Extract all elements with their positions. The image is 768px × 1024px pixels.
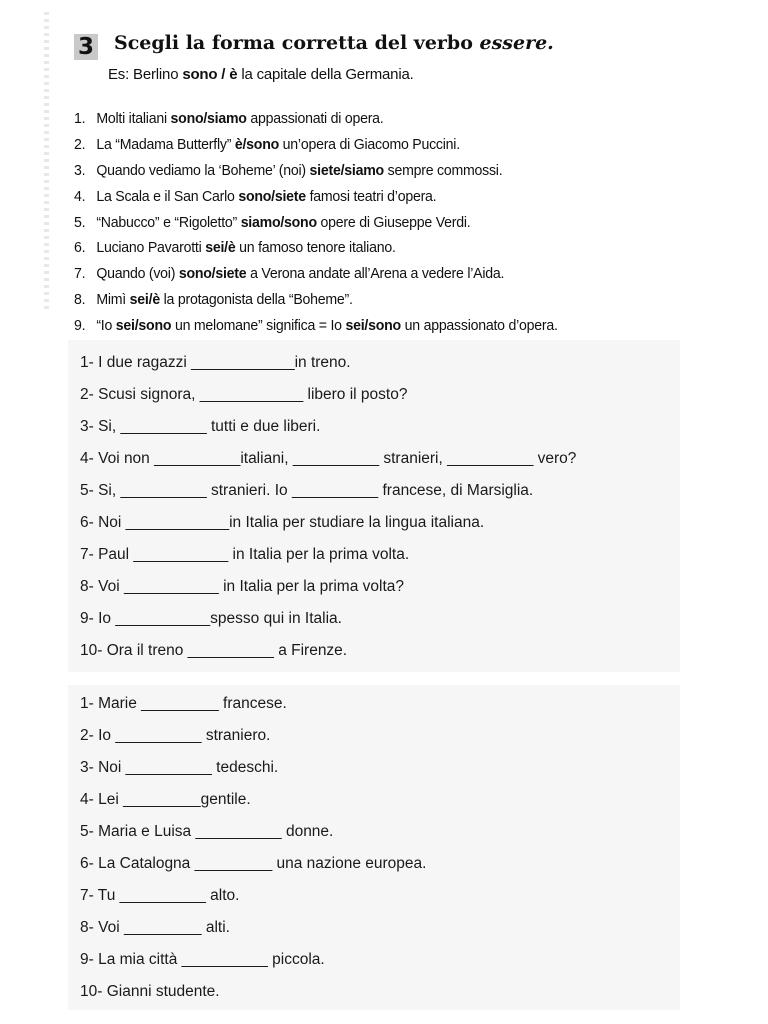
exercise-2-item: 9- Io ___________spesso qui in Italia. — [80, 610, 342, 627]
exercise-3-item: 4- Lei _________gentile. — [80, 791, 251, 808]
exercise-3-list — [80, 691, 426, 1011]
exercise-1-item: 1. Molti italiani sono/siamo appassionati di opera. — [74, 110, 384, 127]
exercise-3-item: 6- La Catalogna _________ una nazione europea. — [80, 855, 427, 872]
exercise-2-section — [68, 340, 680, 672]
exercise-number: 3 — [74, 34, 98, 60]
exercise-2-item: 8- Voi ___________ in Italia per la prima volta? — [80, 578, 404, 595]
exercise-2-item: 3- Si, __________ tutti e due liberi. — [80, 418, 321, 435]
exercise-3-item: 10- Gianni studente. — [80, 983, 220, 1000]
exercise-2-item: 1- I due ragazzi ____________in treno. — [80, 354, 351, 371]
example-sentence — [108, 66, 414, 83]
exercise-1-item: 7. Quando (voi) sono/siete a Verona andate all’Arena a vedere l’Aida. — [74, 265, 505, 283]
exercise-1-item: 6. Luciano Pavarotti sei/è un famoso tenore italiano. — [74, 239, 396, 257]
example-bold: sono / è — [182, 66, 238, 83]
exercise-3-item: 8- Voi _________ alti. — [80, 919, 230, 936]
exercise-title — [114, 32, 554, 54]
exercise-2-item: 2- Scusi signora, ____________ libero il posto? — [80, 386, 408, 403]
exercise-2-item: 5- Si, __________ stranieri. Io __________ francese, di Marsiglia. — [80, 482, 534, 499]
exercise-1-item: 5. “Nabucco” e “Rigoletto” siamo/sono opere di Giuseppe Verdi. — [74, 213, 471, 231]
exercise-1-item: 9. “Io sei/sono un melomane” significa = Io sei/sono un appassionato d’opera. — [74, 317, 558, 335]
exercise-2-item: 6- Noi ____________in Italia per studiare la lingua italiana. — [80, 514, 485, 531]
exercise-3-item: 3- Noi __________ tedeschi. — [80, 759, 279, 776]
exercise-2-list — [80, 350, 576, 670]
example-prefix: Es: Berlino — [108, 66, 183, 83]
exercise-1-item: 4. La Scala e il San Carlo sono/siete famosi teatri d’opera. — [74, 187, 437, 205]
scan-edge-artifact — [44, 12, 49, 312]
exercise-3-section — [68, 685, 680, 1010]
exercise-3-item: 5- Maria e Luisa __________ donne. — [80, 823, 334, 840]
exercise-3-item: 1- Marie _________ francese. — [80, 695, 287, 712]
exercise-2-item: 4- Voi non __________italiani, __________ stranieri, __________ vero? — [80, 450, 577, 467]
title-main: Scegli la forma corretta del verbo — [114, 32, 480, 54]
exercise-1-item: 2. La “Madama Butterfly” è/sono un’opera di Giacomo Puccini. — [74, 135, 460, 153]
exercise-1-list — [74, 108, 558, 341]
example-suffix: la capitale della Germania. — [237, 66, 414, 83]
exercise-1-item: 8. Mimì sei/è la protagonista della “Boheme”. — [74, 291, 353, 309]
exercise-2-item: 10- Ora il treno __________ a Firenze. — [80, 642, 348, 659]
exercise-2-item: 7- Paul ___________ in Italia per la prima volta. — [80, 546, 410, 563]
exercise-3-item: 7- Tu __________ alto. — [80, 887, 240, 904]
exercise-1-item: 3. Quando vediamo la ‘Boheme’ (noi) siete/siamo sempre commossi. — [74, 161, 503, 179]
exercise-3-item: 2- Io __________ straniero. — [80, 727, 271, 744]
title-italic: essere. — [479, 32, 554, 54]
exercise-3-item: 9- La mia città __________ piccola. — [80, 951, 325, 968]
